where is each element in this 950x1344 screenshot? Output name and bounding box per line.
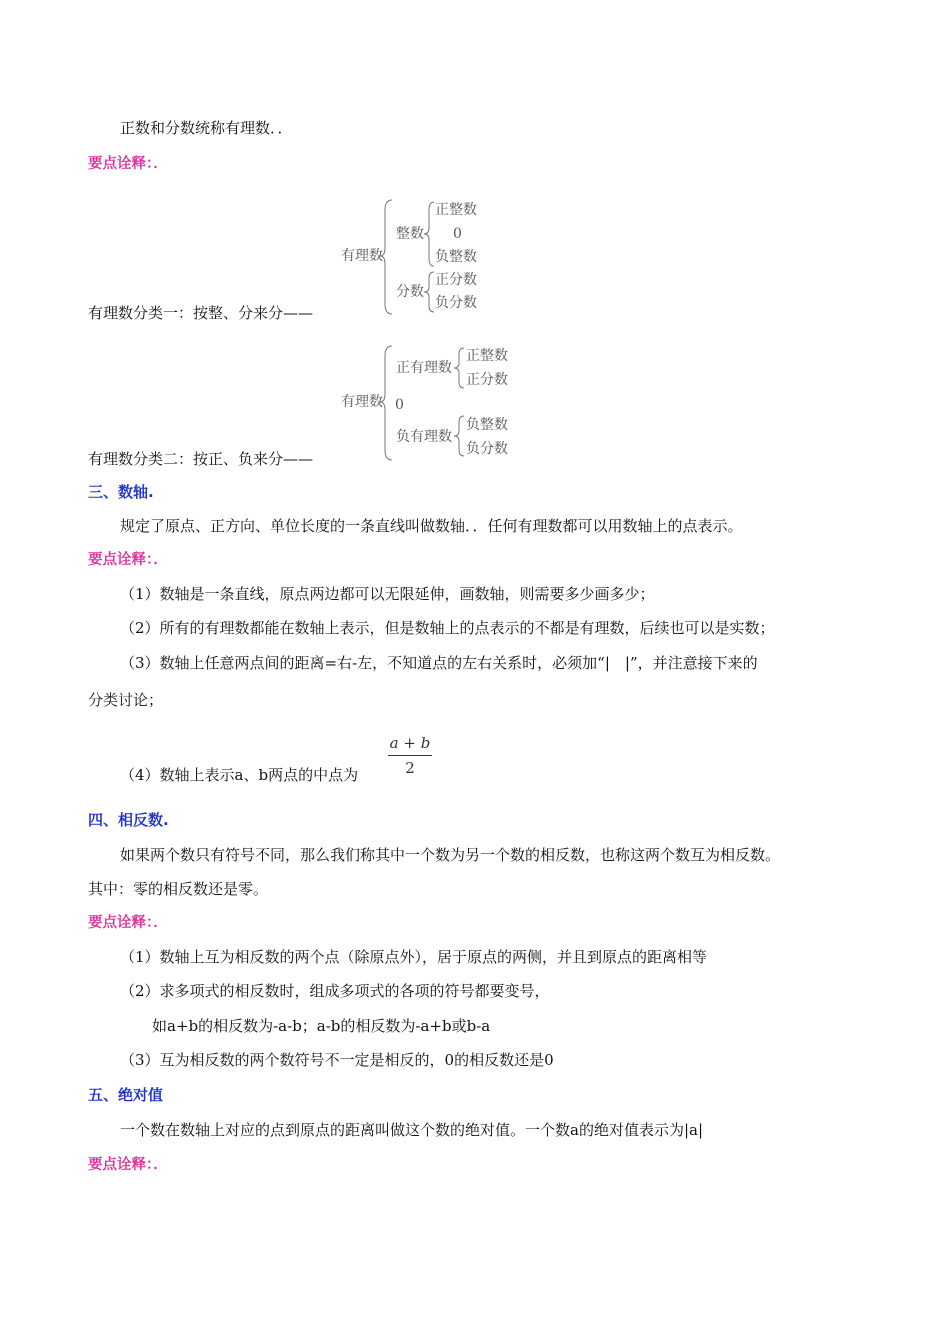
intro-text: 正数和分数统称有理数．． [120,119,293,137]
section-4-keynote: 要点诠释：． [88,915,168,931]
tree2-root: 有理数 [341,394,383,410]
section-5-definition: 一个数在数轴上对应的点到原点的距离叫做这个数的绝对值。一个数a的绝对值表示为|a| [120,1121,703,1139]
tree2-pos-int: 正整数 [466,348,508,364]
section-4-point-2-example: 如a+b的相反数为-a-b；a-b的相反数为-a+b或b-a [152,1017,491,1035]
section-3-point-4: （4）数轴上表示a、b两点的中点为 [120,766,359,784]
fraction-denominator: 2 [405,759,415,777]
section-3-keynote: 要点诠释：． [88,552,168,568]
tree2-neg-brace [454,414,466,458]
midpoint-fraction [388,734,432,777]
fraction-bar [388,755,432,756]
section-5-keynote: 要点诠释：． [88,1157,168,1173]
section-3-point-3: （3）数轴上任意两点间的距离=右-左，不知道点的左右关系时，必须加“| |”，并注意接下来的 [120,654,758,672]
classification-2-caption: 有理数分类二：按正、负来分—— [88,450,314,468]
tree1-pos-frac: 正分数 [435,272,477,288]
section-4-point-2: （2）求多项式的相反数时，组成多项式的各项的符号都要变号， [120,982,550,1000]
section-5-heading: 五、绝对值 [88,1086,164,1104]
section-3-definition: 规定了原点、正方向、单位长度的一条直线叫做数轴．．任何有理数都可以用数轴上的点表示。 [120,517,743,535]
tree1-integer: 整数 [396,226,424,242]
section-3-heading: 三、数轴. [88,483,154,501]
tree1-neg-int: 负整数 [435,249,477,265]
tree2-pos-brace [454,346,466,390]
tree1-main-brace [380,198,394,316]
keynote-label: 要点诠释：． [88,156,168,172]
tree2-neg-frac: 负分数 [466,441,508,457]
tree2-main-brace [380,344,394,462]
tree2-neg-int: 负整数 [466,417,508,433]
section-4-point-1: （1）数轴上互为相反数的两个点（除原点外），居于原点的两侧，并且到原点的距离相等 [120,948,708,966]
section-3-point-2: （2）所有的有理数都能在数轴上表示，但是数轴上的点表示的不都是有理数，后续也可以是实数； [120,619,775,637]
classification-1-caption: 有理数分类一：按整、分来分—— [88,304,314,322]
tree1-fraction: 分数 [396,284,424,300]
tree1-pos-int: 正整数 [435,202,477,218]
section-3-point-3-cont: 分类讨论； [88,691,164,709]
tree2-zero: 0 [395,397,404,413]
section-4-definition: 如果两个数只有符号不同，那么我们称其中一个数为另一个数的相反数，也称这两个数互为相反数。 [120,846,781,864]
section-4-heading: 四、相反数. [88,811,169,829]
tree2-pos-frac: 正分数 [466,372,508,388]
tree2-neg-rational: 负有理数 [396,429,452,445]
tree1-neg-frac: 负分数 [435,295,477,311]
tree2-pos-rational: 正有理数 [396,360,452,376]
section-4-point-3: （3）互为相反数的两个数符号不一定是相反的，0的相反数还是0 [120,1051,554,1069]
tree1-root: 有理数 [341,248,383,264]
tree1-zero: 0 [453,226,462,242]
fraction-numerator: a + b [389,734,431,752]
section-3-point-1: （1）数轴是一条直线，原点两边都可以无限延伸，画数轴，则需要多少画多少； [120,585,655,603]
section-4-definition-cont: 其中：零的相反数还是零。 [88,880,269,898]
